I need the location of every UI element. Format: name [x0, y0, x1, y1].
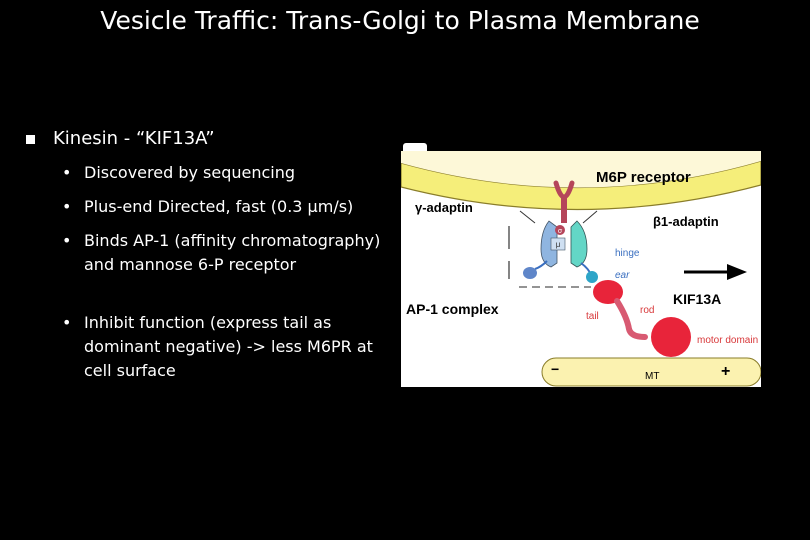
ap1-complex-label: AP-1 complex	[406, 301, 499, 317]
sub-bullet-text: Inhibit function (express tail as dominant negative) -> less M6PR at cell surface	[84, 313, 373, 380]
ear-label: ear	[615, 270, 630, 281]
sub-bullet	[62, 161, 382, 185]
sub-bullet	[62, 195, 382, 219]
sub-bullet	[62, 311, 382, 383]
gamma-pointer	[520, 211, 535, 223]
bullet-dot-icon: •	[62, 313, 72, 332]
direction-arrow-head	[727, 264, 747, 280]
figure-tab	[403, 143, 427, 151]
beta-ear	[586, 271, 598, 283]
mu-label: μ	[555, 240, 561, 249]
beta1-adaptin-label: β1-adaptin	[653, 214, 719, 229]
beta-pointer	[583, 211, 597, 223]
gamma-ear	[523, 267, 537, 279]
kif13a-motor-domain	[651, 317, 691, 357]
kif13a-diagram	[401, 151, 761, 387]
sigma-label: σ	[557, 228, 563, 235]
main-bullet	[26, 128, 215, 149]
kif13a-label: KIF13A	[673, 291, 722, 307]
sub-bullet-text: Plus-end Directed, fast (0.3 µm/s)	[84, 197, 354, 216]
beta1-adaptin-body	[571, 221, 587, 267]
bullet-dot-icon: •	[62, 231, 72, 250]
plus-end-label: +	[721, 363, 731, 380]
minus-end-label: −	[551, 361, 560, 377]
sub-bullet-text: Discovered by sequencing	[84, 163, 296, 182]
bullet-dot-icon: •	[62, 197, 72, 216]
slide-title: Vesicle Traffic: Trans-Golgi to Plasma Membrane	[100, 6, 700, 35]
rod-label: rod	[640, 305, 655, 316]
mt-label: MT	[645, 371, 660, 382]
sub-bullet	[62, 229, 382, 277]
hinge-label: hinge	[615, 248, 640, 259]
motor-domain-label: motor domain	[697, 335, 759, 346]
gamma-adaptin-label: γ-adaptin	[415, 200, 473, 215]
square-bullet-icon	[26, 135, 35, 144]
m6p-receptor-label: M6P receptor	[596, 169, 691, 186]
sub-bullet-text: Binds AP-1 (affinity chromatography) and mannose 6-P receptor	[84, 231, 381, 274]
main-bullet-text: Kinesin - “KIF13A”	[53, 128, 215, 149]
gamma-hinge	[535, 261, 547, 269]
m6p-receptor-stem	[561, 195, 567, 223]
bullet-dot-icon: •	[62, 163, 72, 182]
tail-label: tail	[586, 311, 599, 322]
